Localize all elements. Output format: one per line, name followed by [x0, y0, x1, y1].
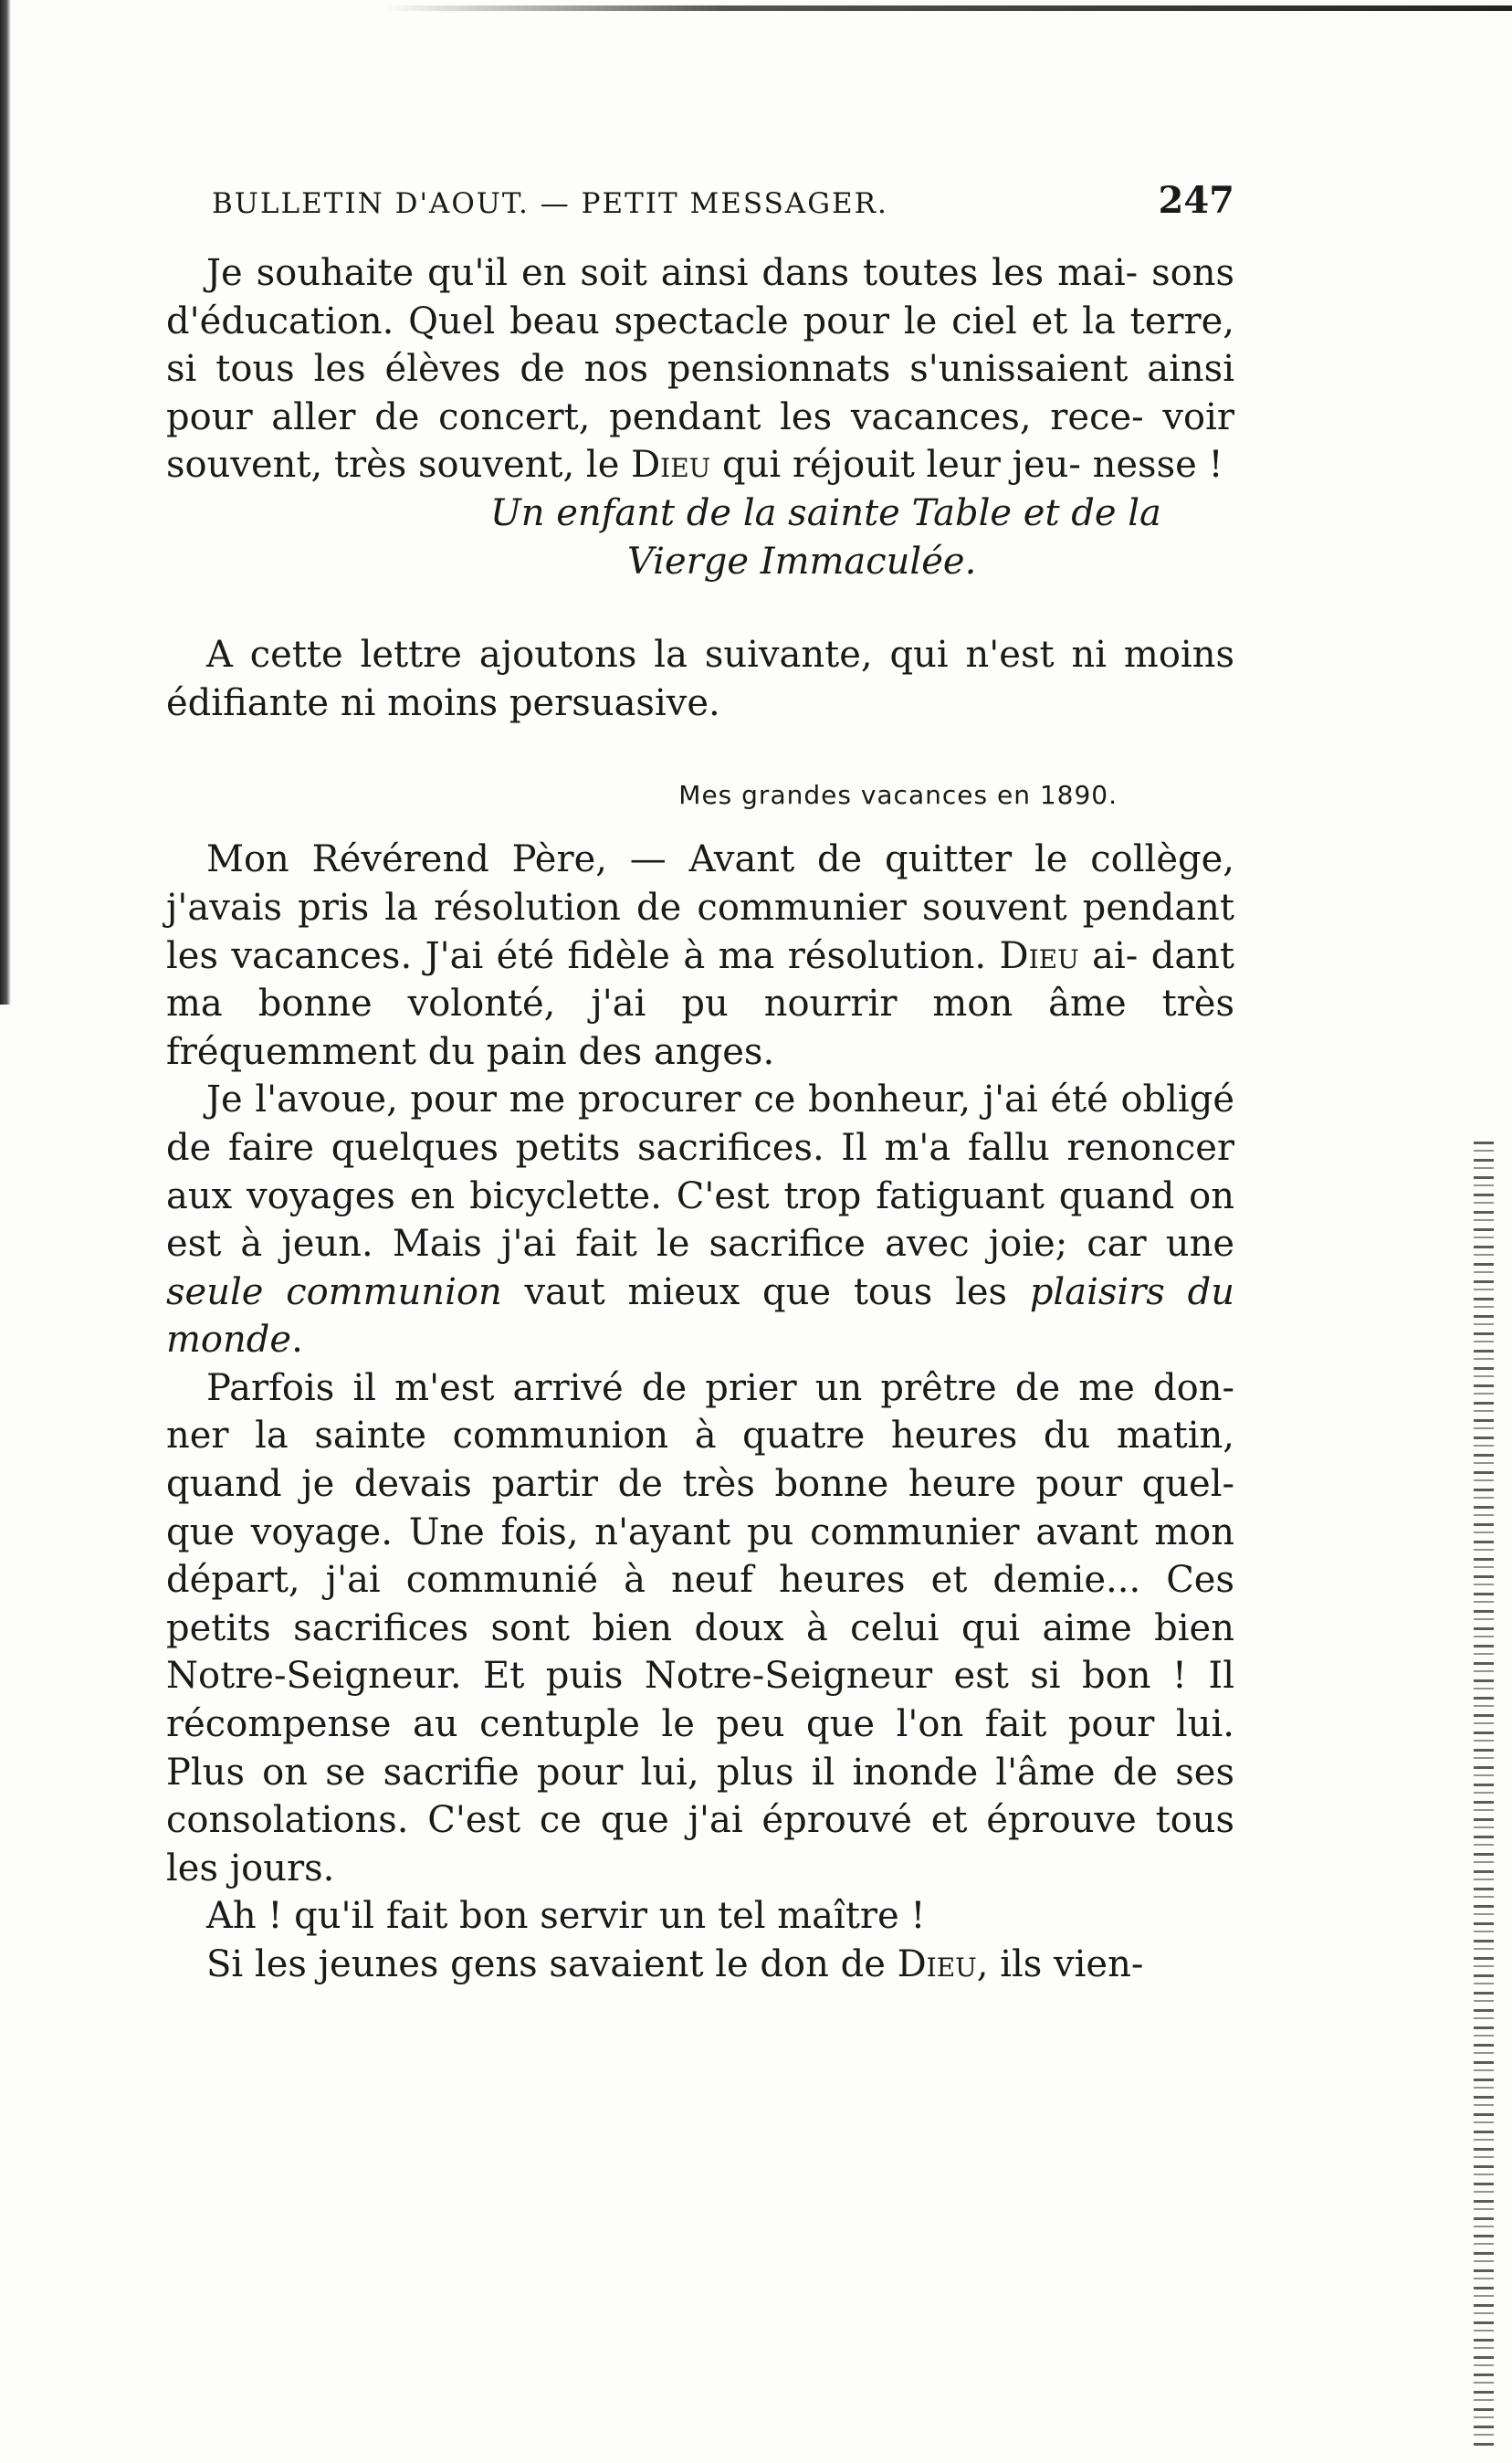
- text-line: ner la sainte communion à quatre heures du matin,: [166, 1415, 1234, 1458]
- page-number: 247: [1158, 179, 1234, 222]
- text-line: Mon Révérend Père, — Avant de quitter le collège,: [206, 838, 1234, 881]
- text-line: terre, si tous les élèves de nos pensionnats s'unissaient: [166, 300, 1234, 391]
- scan-gutter-noise: [1474, 1142, 1494, 2447]
- text-line: édifiante ni moins persuasive.: [166, 681, 720, 724]
- text-line: ai-: [1078, 934, 1139, 977]
- text-line: récompense au centuple le peu que l'on fait pour lui.: [166, 1703, 1234, 1746]
- italic-phrase: plaisirs du monde: [166, 1270, 1234, 1362]
- text-line: Ah ! qu'il fait bon servir un tel maître !: [206, 1895, 926, 1938]
- text-line: ainsi pour aller de concert, pendant les vacances, rece-: [166, 348, 1234, 438]
- letter-paragraph-5: [166, 1941, 1234, 1989]
- text-line: qui réjouit leur jeu-: [710, 444, 1081, 487]
- text-line: Je souhaite qu'il en soit ainsi dans toutes les mai-: [206, 252, 1139, 294]
- text-line: que voyage. Une fois, n'ayant pu communier avant mon: [166, 1510, 1234, 1553]
- text-line: nesse !: [1092, 444, 1223, 487]
- signature-line-2: Vierge Immaculée.: [627, 540, 977, 583]
- text-line: fréquemment du pain des anges.: [166, 1030, 775, 1073]
- text-line: vaut mieux que tous: [501, 1270, 933, 1313]
- text-line: A cette lettre ajoutons la suivante, qui n'est ni moins: [206, 634, 1234, 677]
- text-line: départ, j'ai communié à neuf heures et demie... Ces: [166, 1559, 1234, 1602]
- text-line: voir souvent, très souvent, le: [166, 395, 1234, 487]
- text-line: sons d'éducation. Quel beau spectacle pour le ciel et la: [166, 252, 1234, 342]
- running-title: BULLETIN D'AOUT. — PETIT MESSAGER.: [212, 187, 888, 220]
- paragraph-opening: [166, 249, 1234, 489]
- book-page: [166, 179, 1234, 1989]
- text-line: joie; car une: [988, 1223, 1235, 1266]
- text-line: dant ma bonne volonté, j'ai pu nourrir mon âme très: [166, 934, 1235, 1026]
- text-line: Si les jeunes gens savaient le don de: [206, 1943, 898, 1985]
- small-caps-word: Dieu: [999, 934, 1079, 977]
- text-line: j'avais pris la résolution de communier souvent pendant: [166, 886, 1234, 929]
- text-line: quand on est à jeun. Mais j'ai fait le sacrifice avec: [166, 1174, 1235, 1266]
- paragraph-transition: [166, 631, 1234, 727]
- text-line: Je l'avoue, pour me procurer ce bonheur, j'ai été: [206, 1079, 1108, 1121]
- text-line: les vacances. J'ai été fidèle à ma résolution.: [166, 934, 1000, 977]
- letter-paragraph-3: [166, 1364, 1234, 1893]
- text-line: petits sacrifices sont bien doux à celui qui aime bien: [166, 1606, 1234, 1649]
- letter-paragraph-4: [166, 1892, 1234, 1941]
- text-line: obligé de faire quelques petits sacrifices. Il m'a fallu: [166, 1079, 1234, 1169]
- text-line: ses consolations. C'est ce que j'ai éprouvé et éprouve: [166, 1751, 1235, 1842]
- italic-phrase: seule communion: [166, 1270, 502, 1313]
- scan-left-edge: [0, 0, 11, 1005]
- letter-paragraph-1: [166, 836, 1234, 1076]
- text-line: renoncer aux voyages en bicyclette. C'est trop fatiguant: [166, 1126, 1235, 1217]
- text-line: Plus on se sacrifie pour lui, plus il inonde l'âme de: [166, 1751, 1159, 1794]
- small-caps-word: Dieu: [631, 444, 711, 487]
- text-line: Parfois il m'est arrivé de prier un prêtre de me don-: [206, 1366, 1234, 1409]
- signature-line-1: Un enfant de la sainte Table et de la: [490, 491, 1161, 534]
- spacer: [166, 585, 1234, 631]
- letter-paragraph-2: [166, 1076, 1234, 1364]
- text-line: les: [955, 1270, 1030, 1313]
- letter-dateline: Mes grandes vacances en 1890.: [678, 780, 1118, 811]
- text-line: quand je devais partir de très bonne heure pour quel-: [166, 1463, 1234, 1506]
- scan-top-rule: [383, 5, 1512, 11]
- text-line: , ils vien-: [976, 1943, 1144, 1985]
- small-caps-word: Dieu: [897, 1943, 977, 1985]
- text-line: .: [291, 1319, 303, 1362]
- text-line: tous les jours.: [166, 1799, 1235, 1889]
- text-line: Notre-Seigneur. Et puis Notre-Seigneur est si bon ! Il: [166, 1655, 1234, 1698]
- running-head: [212, 179, 1234, 222]
